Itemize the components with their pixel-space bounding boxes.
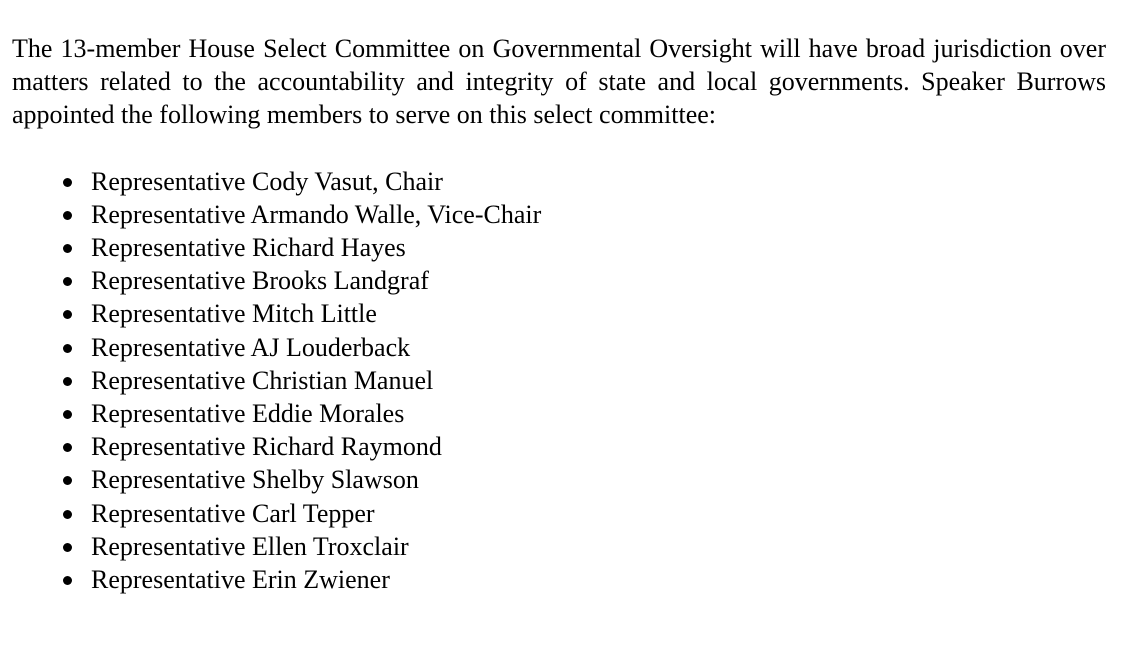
list-item xyxy=(91,497,1106,530)
member-name: Representative Richard Hayes xyxy=(91,233,406,263)
document-body xyxy=(12,32,1106,596)
list-item xyxy=(91,397,1106,430)
list-item xyxy=(91,430,1106,463)
member-name: Representative Ellen Troxclair xyxy=(91,531,409,561)
list-item xyxy=(91,463,1106,496)
bullet-icon xyxy=(63,410,72,419)
member-name: Representative Richard Raymond xyxy=(91,432,442,462)
bullet-icon xyxy=(63,443,72,452)
bullet-icon xyxy=(63,476,72,485)
bullet-icon xyxy=(63,576,72,585)
list-item xyxy=(91,331,1106,364)
list-item xyxy=(91,198,1106,231)
bullet-icon xyxy=(63,277,72,286)
bullet-icon xyxy=(63,344,72,353)
intro-paragraph: The 13-member House Select Committee on Governmental Oversight will have broad jurisdiction over matters related to the accountability and integrity of state and local governments. Speaker Burrows appointed the following members to serve on this select committee: xyxy=(12,34,1106,130)
member-name: Representative Erin Zwiener xyxy=(91,565,390,595)
list-item xyxy=(91,530,1106,563)
bullet-icon xyxy=(63,178,72,187)
member-name: Representative Christian Manuel xyxy=(91,365,434,395)
member-name: Representative Eddie Morales xyxy=(91,399,405,429)
bullet-icon xyxy=(63,543,72,552)
member-name: Representative Brooks Landgraf xyxy=(91,266,429,296)
member-name: Representative Mitch Little xyxy=(91,299,377,329)
bullet-icon xyxy=(63,510,72,519)
member-name: Representative Cody Vasut, Chair xyxy=(91,166,443,196)
member-name: Representative Shelby Slawson xyxy=(91,465,419,495)
list-item xyxy=(91,264,1106,297)
list-item xyxy=(91,231,1106,264)
bullet-icon xyxy=(63,377,72,386)
member-name: Representative AJ Louderback xyxy=(91,332,411,362)
member-name: Representative Armando Walle, Vice-Chair xyxy=(91,199,542,229)
list-item xyxy=(91,563,1106,596)
member-list xyxy=(12,165,1106,597)
bullet-icon xyxy=(63,244,72,253)
bullet-icon xyxy=(63,310,72,319)
bullet-icon xyxy=(63,211,72,220)
list-item xyxy=(91,165,1106,198)
list-item xyxy=(91,364,1106,397)
list-item xyxy=(91,297,1106,330)
member-name: Representative Carl Tepper xyxy=(91,498,375,528)
